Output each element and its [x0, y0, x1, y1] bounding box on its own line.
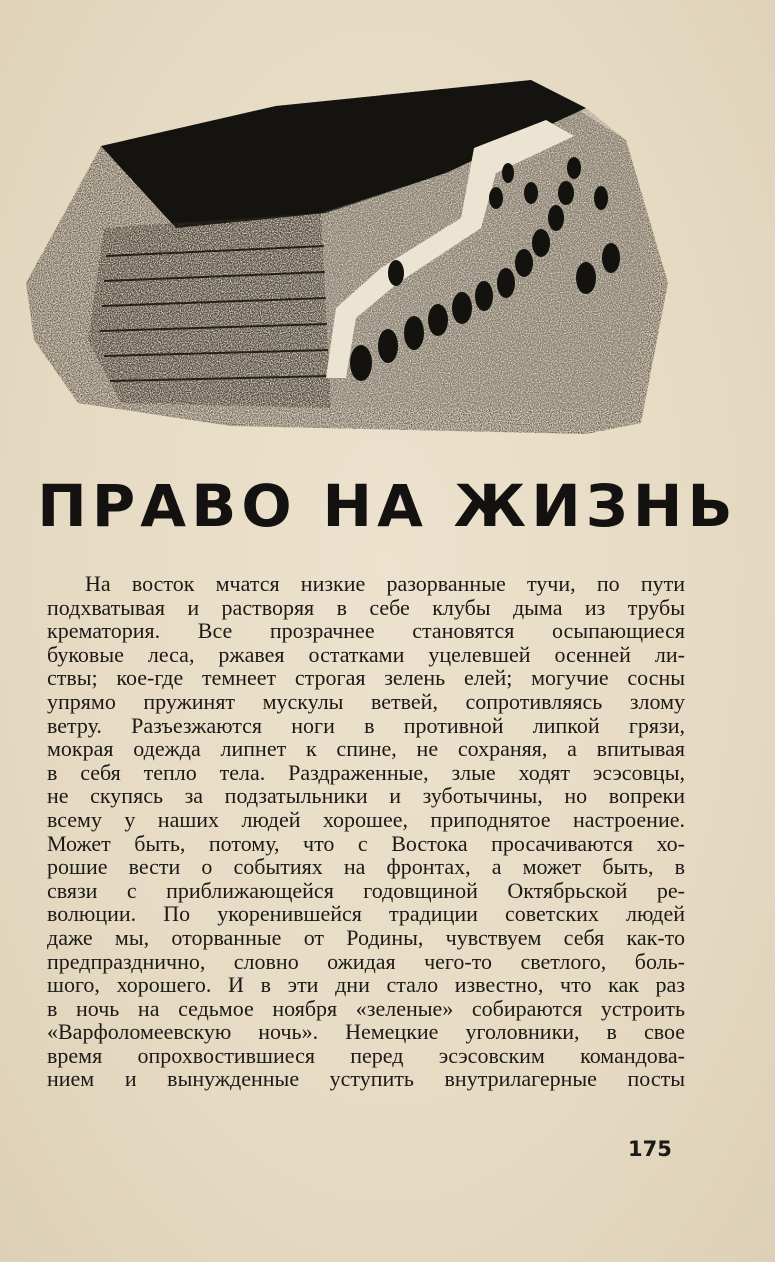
text-line: шого, хорошего. И в эти дни стало известно, что как раз	[47, 972, 685, 998]
text-line: волюции. По укоренившейся традиции советских людей	[47, 901, 685, 927]
text-line: в себя тепло тела. Раздраженные, злые ходят эсэсовцы,	[47, 759, 685, 785]
text-line: упрямо пружинят мускулы ветвей, сопротивляясь злому	[47, 688, 685, 714]
page-number: 175	[628, 1137, 672, 1161]
text-line: буковые леса, ржавея остатками уцелевшей осенней ли-	[47, 641, 685, 667]
text-line: крематория. Все прозрачнее становятся осыпающиеся	[47, 618, 685, 644]
text-line: ствы; кое-где темнеет строгая зелень елей; могучие сосны	[47, 665, 685, 691]
chapter-title: ПРАВО НА ЖИЗНЬ	[37, 472, 738, 540]
text-line: нием и вынужденные уступить внутрилагерные посты	[47, 1066, 685, 1092]
text-line: ветру. Разъезжаются ноги в противной липкой грязи,	[47, 712, 685, 738]
text-line: Может быть, потому, что с Востока просачиваются хо-	[47, 830, 685, 856]
text-line: «Варфоломеевскую ночь». Немецкие уголовники, в свое	[47, 1019, 685, 1045]
text-line: предпразднично, словно ожидая чего-то светлого, боль-	[47, 948, 685, 974]
text-line: не скупясь за подзатыльники и зуботычины, но вопреки	[47, 783, 685, 809]
text-line: в ночь на седьмое ноября «зеленые» собираются устроить	[47, 995, 685, 1021]
text-line: даже мы, оторванные от Родины, чувствуем себя как-то	[47, 924, 685, 950]
text-line: рошие вести о событиях на фронтах, а может быть, в	[47, 854, 685, 880]
text-line: подхватывая и растворяя в себе клубы дыма из трубы	[47, 594, 685, 620]
text-line: всему у наших людей хорошее, приподнятое настроение.	[47, 806, 685, 832]
body-paragraph	[47, 572, 685, 1091]
text-line: время опрохвостившиеся перед эсэсовским командова-	[47, 1042, 685, 1068]
text-line: связи с приближающейся годовщиной Октябрьской ре-	[47, 877, 685, 903]
text-line: мокрая одежда липнет к спине, не сохраняя, а впитывая	[47, 736, 685, 762]
text-line: На восток мчатся низкие разорванные тучи, по пути	[85, 571, 685, 596]
woodcut-illustration-icon	[26, 78, 674, 438]
